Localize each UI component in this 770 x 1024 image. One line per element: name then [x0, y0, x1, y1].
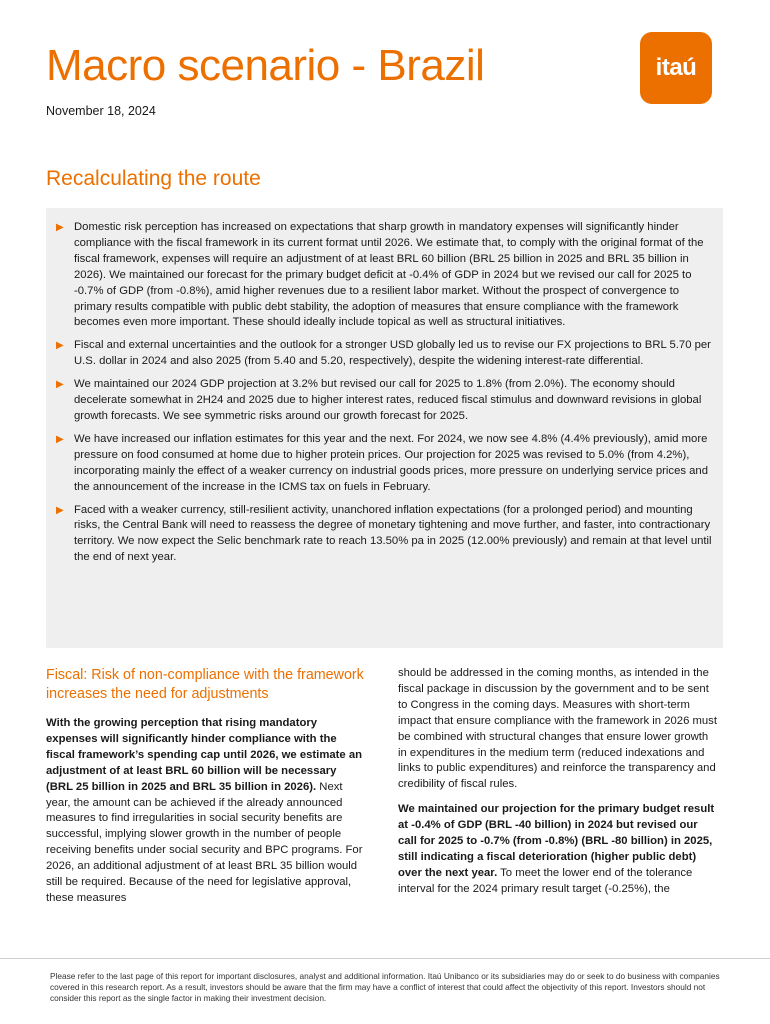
report-title: Macro scenario - Brazil [46, 41, 485, 90]
logo-text: itaú [655, 54, 697, 81]
triangle-right-icon: ▶ [56, 433, 64, 445]
summary-bullet-text: Faced with a weaker currency, still-resilient activity, unanchored inflation expectations (for a prolonged period) and mounting risks, the Central Bank will need to reassess the degree of monetary tightening and move further, and faster, into contractionary territory. We now expect the Selic benchmark rate to reach 13.50% pa in 2025 (12.00% previously) and remain at that level until the end of next year. [74, 503, 712, 564]
footer-divider [0, 958, 770, 959]
summary-box [46, 208, 723, 648]
itau-logo [640, 32, 712, 104]
fiscal-paragraph-3 [398, 802, 718, 897]
triangle-right-icon: ▶ [56, 340, 64, 352]
summary-bullet-text: Domestic risk perception has increased on expectations that sharp growth in mandatory expenses will significantly hinder compliance with the fiscal framework in its current format until 2026. We estimate that, to comply with the original format of the fiscal framework, expenses will require an adjustment of at least BRL 60 billion (BRL 25 billion in 2025 and BRL 35 billion in 2026). We maintained our forecast for the primary budget deficit at -0.4% of GDP in 2024 but we revised our call for 2025 to -0.7% of GDP (from -0.8%), amid higher revenues due to a resilient labor market. Without the prospect of convergence to primary results compatible with public debt stability, the adoption of measures that ensure compliance with the framework becomes even more important. These should ideally include topical as well as structural initiatives. [74, 221, 704, 329]
report-subtitle: Recalculating the route [46, 167, 261, 190]
summary-bullet-text: We maintained our 2024 GDP projection at 3.2% but revised our call for 2025 to 1.8% (from 2.0%). The economy should decelerate somewhat in 2H24 and 2025 due to higher interest rates, reduced fiscal stimulus and downward revisions in global growth forecasts. We see symmetric risks around our growth forecast for 2025. [74, 378, 702, 422]
triangle-right-icon: ▶ [56, 379, 64, 391]
triangle-right-icon: ▶ [56, 504, 64, 516]
summary-bullet-text: Fiscal and external uncertainties and the outlook for a stronger USD globally led us to revise our FX projections to BRL 5.70 per U.S. dollar in 2024 and also 2025 (from 5.40 and 5.20, respectively), despite the widening interest-rate differential. [74, 339, 711, 368]
summary-bullet [56, 377, 713, 425]
report-date: November 18, 2024 [46, 104, 156, 118]
right-column [398, 666, 718, 907]
summary-bullet-text: We have increased our inflation estimates for this year and the next. For 2024, we now see 4.8% (4.4% previously), amid more pressure on food consumed at home due to higher protein prices. Our projection for 2025 was revised to 5.0% (from 4.2%), incorporating mainly the effect of a weaker currency on industrial goods prices, more pressure on underlying service prices and the announcement of the increase in the ICMS tax on fuels in February. [74, 432, 708, 493]
left-column [46, 666, 366, 916]
fiscal-paragraph-1-rest: Next year, the amount can be achieved if the already announced measures to find irregularities in social security benefits are successful, implying slower growth in the number of people receiving benefits under social security and BPC programs. For 2026, an additional adjustment of at least BRL 35 billion would still be required. Because of the need for legislative approval, these measures [46, 780, 363, 904]
summary-bullet [56, 432, 713, 496]
summary-bullet [56, 220, 713, 331]
fiscal-paragraph-1 [46, 716, 366, 907]
footer-disclaimer: Please refer to the last page of this report for important disclosures, analyst and additional information. Itaú Unibanco or its subsidiaries may do or seek to do business with companies covered in this research report. As a result, investors should be aware that the firm may have a conflict of interest that could affect the objectivity of this report. Investors should not consider this report as the single factor in making their investment decision. [50, 971, 720, 1003]
fiscal-paragraph-3-bold: We maintained our projection for the primary budget result at -0.4% of GDP (BRL -40 billion) in 2024 but revised our call for 2025 to -0.7% (from -0.8%) (BRL -80 billion) in 2025, still indicating a fiscal deterioration (higher public debt) over the next year. [398, 803, 715, 879]
fiscal-paragraph-3-rest: To meet the lower end of the tolerance interval for the 2024 primary result target (-0.25%), the [398, 866, 693, 895]
triangle-right-icon: ▶ [56, 222, 64, 233]
summary-bullet [56, 338, 713, 370]
fiscal-paragraph-1-bold: With the growing perception that rising mandatory expenses will significantly hinder compliance with the fiscal framework’s spending cap until 2026, we estimate an adjustment of at least BRL 60 billion will be necessary (BRL 25 billion in 2025 and BRL 35 billion in 2026). [46, 717, 363, 793]
fiscal-section-heading: Fiscal: Risk of non-compliance with the framework increases the need for adjustments [46, 667, 364, 702]
fiscal-paragraph-2: should be addressed in the coming months, as intended in the fiscal package in discussion by the government and to be sent to Congress in the coming days. Measures with short-term impact that ensure compliance with the framework in 2026 must be combined with structural changes that ensure lower growth in expenditures in the medium term (reduced indexations and links to public expenditures) and reinforce the transparency and credibility of fiscal rules. [398, 667, 717, 791]
summary-bullet [56, 503, 713, 567]
